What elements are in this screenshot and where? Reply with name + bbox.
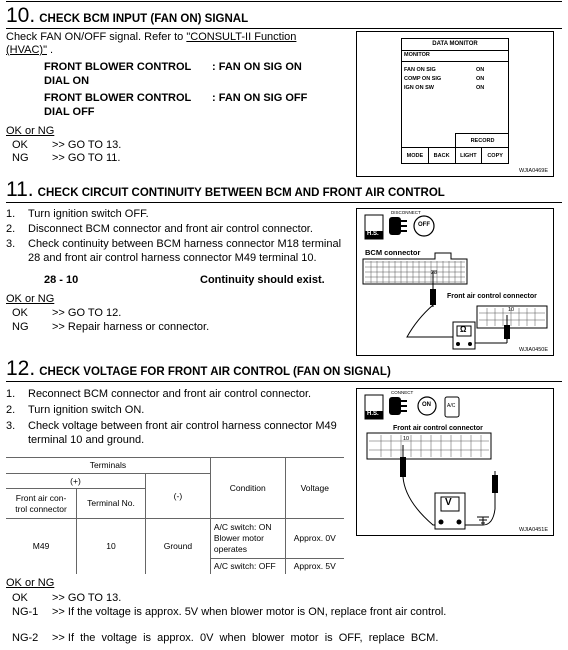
monitor-screen [401, 38, 509, 164]
connector-icon-pins [401, 401, 407, 411]
bcm-pin-label: 28 [431, 270, 438, 276]
continuity-figure [356, 208, 554, 356]
connector-icon-pins [401, 221, 407, 231]
copy-button[interactable]: COPY [487, 153, 503, 159]
ok-action: >> GO TO 12. [52, 307, 122, 319]
ng-label: NG [12, 152, 29, 164]
fac-pin-label: 10 [403, 436, 410, 442]
voltage-2-cell: Approx. 5V [285, 559, 344, 574]
ok-ng-heading: OK or NG [6, 125, 55, 137]
on-label: ON [422, 402, 431, 408]
row1-value: : FAN ON SIG ON [212, 61, 302, 73]
ok-label: OK [12, 307, 28, 319]
step-text-cont: terminal 10 and ground. [28, 434, 145, 446]
connector-header-line1: Front air con- [15, 492, 67, 503]
ng-label: NG [12, 321, 29, 333]
row2-label: FRONT BLOWER CONTROL [44, 92, 192, 104]
data-monitor-figure [356, 31, 554, 177]
ground-cell: Ground [145, 519, 210, 574]
intro-text [6, 31, 296, 44]
hs-label: H.S. [367, 231, 379, 237]
ng-action: >> Repair harness or connector. [52, 321, 210, 333]
fac-connector-label: Front air control connector [393, 425, 483, 432]
ng2-label: NG-2 [12, 632, 39, 644]
row1-label: FRONT BLOWER CONTROL [44, 61, 192, 73]
monitor-item-value: ON [476, 76, 485, 82]
fac-pin-label: 10 [508, 307, 515, 313]
row2-value: : FAN ON SIG OFF [212, 92, 308, 104]
intro-end: . [46, 44, 54, 56]
step-number: 1. [6, 388, 16, 400]
ohmmeter-jack [468, 342, 472, 346]
top-rule [6, 1, 562, 2]
figure-id: WJIA0469E [518, 168, 548, 174]
step-text: Turn ignition switch ON. [28, 404, 145, 416]
light-button[interactable]: LIGHT [456, 148, 483, 164]
step-number: 2. [6, 404, 16, 416]
voltage-table [6, 457, 344, 574]
probe [400, 457, 406, 477]
minus-header: (-) [145, 474, 210, 519]
connector-cell: M49 [6, 519, 77, 574]
probe-bcm [430, 289, 436, 305]
continuity-diagram [357, 209, 553, 355]
voltage-header: Voltage [285, 458, 344, 519]
condition-1-line2: Blower motor [213, 533, 264, 543]
ng2-action: >> If the voltage is approx. 0V when blower motor is OFF, replace BCM. [52, 632, 439, 644]
ok-ng-heading: OK or NG [6, 293, 55, 305]
ohmmeter-jack [456, 342, 460, 346]
continuity-terms: 28 - 10 [44, 274, 79, 286]
monitor-buttons [402, 147, 508, 164]
figure-id: WJIA0451E [518, 527, 548, 533]
condition-header: Condition [210, 458, 285, 519]
voltage-figure [356, 388, 554, 536]
connect-label: CONNECT [391, 390, 414, 395]
fac-connector [367, 433, 491, 459]
ok-label: OK [12, 139, 28, 151]
monitor-divider [402, 61, 508, 62]
figure-id: WJIA0450E [518, 347, 548, 353]
step-number: 3. [6, 420, 16, 432]
monitor-label: MONITOR [404, 52, 430, 58]
voltmeter-symbol: V [445, 497, 452, 508]
section-heading: CHECK VOLTAGE FOR FRONT AIR CONTROL (FAN ON SIGNAL) [39, 366, 391, 378]
voltmeter-jack [457, 520, 462, 525]
ok-action: >> GO TO 13. [52, 139, 122, 151]
back-button[interactable]: BACK [429, 148, 456, 164]
ok-label: OK [12, 592, 28, 604]
section-rule [6, 202, 562, 203]
condition-1-cell [210, 519, 285, 559]
mode-button[interactable]: MODE [402, 148, 429, 164]
terminal-cell: 10 [77, 519, 146, 574]
connector-header [6, 489, 77, 519]
step-number: 2. [6, 223, 16, 235]
section-10-title [6, 4, 248, 28]
terminal-no-header: Terminal No. [77, 489, 146, 519]
ng-action: >> GO TO 11. [52, 152, 121, 164]
section-rule [6, 381, 562, 382]
bcm-connector [363, 253, 467, 284]
condition-2-cell: A/C switch: OFF [210, 559, 285, 574]
section-12-title [6, 357, 391, 381]
step-text: Turn ignition switch OFF. [28, 208, 149, 220]
fac-connector-label: Front air control connector [447, 293, 537, 300]
voltage-diagram [357, 389, 553, 535]
section-number: 10. [6, 4, 36, 27]
ohm-symbol: Ω [460, 325, 467, 334]
disconnect-label: DISCONNECT [391, 210, 421, 215]
condition-1-line1: A/C switch: ON [213, 522, 272, 532]
voltmeter-jack [439, 520, 444, 525]
voltage-1-cell: Approx. 0V [285, 519, 344, 559]
ng1-action: >> If the voltage is approx. 5V when blower motor is ON, replace front air control. [52, 606, 447, 618]
ac-label: A/C [447, 403, 456, 409]
record-button[interactable]: RECORD [455, 133, 509, 148]
step-number: 1. [6, 208, 16, 220]
bcm-connector-label: BCM connector [365, 248, 421, 257]
step-text: Reconnect BCM connector and front air control connector. [28, 388, 312, 400]
section-number: 11. [6, 178, 34, 201]
ground-probe [492, 475, 498, 493]
connector-icon [389, 397, 401, 415]
row1-label-2: DIAL ON [44, 75, 90, 87]
monitor-item-value: ON [476, 85, 485, 91]
intro-line2 [6, 44, 53, 57]
monitor-item-name: FAN ON SIG [404, 67, 436, 73]
monitor-title: DATA MONITOR [402, 39, 508, 51]
lead-wire-1 [403, 477, 437, 525]
hs-label: H.S. [367, 411, 379, 417]
ng1-label: NG-1 [12, 606, 39, 618]
ok-ng-heading: OK or NG [6, 577, 55, 589]
step-text: Disconnect BCM connector and front air control connector. [28, 223, 313, 235]
section-rule [6, 28, 562, 29]
condition-1-line3: operates [213, 544, 247, 554]
connector-header-line2: trol connector [15, 503, 67, 514]
step-text-cont: 28 and front air control harness connector M49 terminal 10. [28, 252, 317, 264]
ok-action: >> GO TO 13. [52, 592, 122, 604]
continuity-result: Continuity should exist. [200, 274, 325, 286]
probe-fac [504, 325, 510, 339]
monitor-item-name: COMP ON SIG [404, 76, 442, 82]
section-heading: CHECK BCM INPUT (FAN ON) SIGNAL [39, 13, 249, 25]
row2-label-2: DIAL OFF [44, 106, 95, 118]
terminals-header: Terminals [6, 458, 210, 474]
section-heading: CHECK CIRCUIT CONTINUITY BETWEEN BCM AND FRONT AIR CONTROL [37, 187, 445, 199]
consult-link[interactable]: "CONSULT-II Function [186, 31, 297, 43]
connector-icon [389, 217, 401, 235]
section-number: 12. [6, 357, 36, 380]
lead-wire-1 [407, 305, 455, 337]
step-text: Check continuity between BCM harness connector M18 terminal [28, 238, 342, 250]
plus-header: (+) [6, 474, 145, 489]
section-11-title [6, 178, 445, 202]
monitor-item-value: ON [476, 67, 485, 73]
step-number: 3. [6, 238, 16, 250]
step-text: Check voltage between front air control harness connector M49 [28, 420, 337, 432]
lead-wire-2 [473, 343, 507, 349]
off-label: OFF [418, 222, 430, 228]
monitor-item-name: IGN ON SW [404, 85, 434, 91]
intro-prefix: Check FAN ON/OFF signal. Refer to [6, 31, 187, 43]
consult-link-2[interactable]: (HVAC)" [6, 44, 47, 56]
